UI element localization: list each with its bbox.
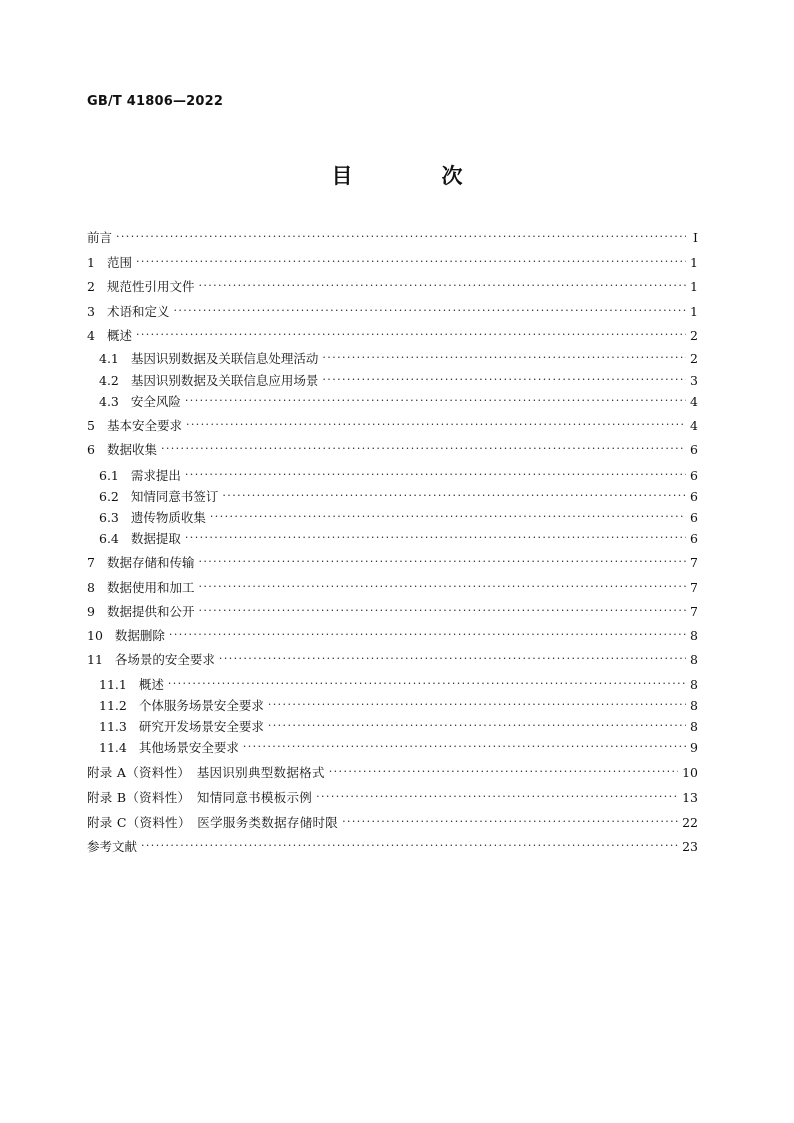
toc-entry[interactable] [99, 370, 698, 390]
toc-entry[interactable] [87, 552, 698, 572]
toc-entry-number: 3 [87, 303, 95, 319]
toc-leader-dots [186, 415, 686, 435]
toc-entry-number: 4.3 [99, 393, 119, 409]
toc-entry-page: Ⅰ [693, 229, 698, 245]
toc-entry-page: 23 [682, 838, 698, 854]
toc-entry-title: 个体服务场景安全要求 [138, 698, 264, 713]
toc-entry-number: 4 [87, 327, 95, 343]
toc-entry[interactable] [99, 465, 698, 485]
toc-entry-title: 数据使用和加工 [106, 580, 195, 595]
toc-entry-number: 6.3 [99, 509, 119, 525]
toc-entry-number: 6.4 [99, 530, 119, 546]
toc-leader-dots [268, 716, 686, 736]
toc-leader-dots [173, 301, 686, 321]
toc-entry-page: 1 [690, 278, 698, 294]
toc-entry[interactable] [87, 301, 698, 321]
toc-entry-number: 6.2 [99, 488, 119, 504]
toc-entry-page: 7 [690, 579, 698, 595]
toc-entry[interactable] [87, 276, 698, 296]
standard-code: GB/T 41806—2022 [87, 94, 224, 109]
toc-entry-page: 9 [690, 739, 698, 755]
toc-entry-title: 基本安全要求 [106, 418, 182, 433]
toc-leader-dots [116, 227, 686, 247]
toc-entry-page: 4 [690, 393, 698, 409]
toc-entry[interactable] [99, 737, 698, 757]
toc-entry-title: 安全风险 [130, 394, 181, 409]
toc-entry[interactable] [99, 528, 698, 548]
toc-entry-number: 1 [87, 254, 95, 270]
toc-entry-page: 22 [682, 814, 698, 830]
toc-leader-dots [322, 348, 686, 368]
toc-entry[interactable] [99, 486, 698, 506]
toc-entry-page: 1 [690, 303, 698, 319]
toc-entry-title: 基因识别数据及关联信息处理活动 [130, 351, 319, 366]
toc-entry-number: 11.4 [99, 739, 127, 755]
toc-entry-title: 数据删除 [114, 628, 165, 643]
toc-entry-title: 各场景的安全要求 [114, 652, 215, 667]
toc-entry-number: 6.1 [99, 467, 119, 483]
toc-leader-dots [198, 577, 686, 597]
toc-entry-title: 范围 [106, 255, 132, 270]
page-title: 目 次 [331, 164, 497, 188]
toc-entry[interactable] [99, 695, 698, 715]
toc-entry-page: 6 [690, 467, 698, 483]
toc-entry-page: 8 [690, 651, 698, 667]
toc-entry-number: 11.1 [99, 676, 127, 692]
toc-leader-dots [219, 649, 686, 669]
toc-entry[interactable] [87, 325, 698, 345]
toc-entry[interactable] [87, 227, 698, 247]
toc-entry[interactable] [99, 507, 698, 527]
toc-leader-dots [141, 836, 678, 856]
toc-entry-title: 概述 [106, 328, 132, 343]
toc-leader-dots [210, 507, 686, 527]
toc-entry-title: 数据提供和公开 [106, 604, 195, 619]
toc-entry[interactable] [87, 625, 698, 645]
toc-entry-number: 9 [87, 603, 95, 619]
toc-leader-dots [185, 391, 686, 411]
toc-entry[interactable] [99, 391, 698, 411]
toc-entry-page: 7 [690, 554, 698, 570]
toc-entry[interactable] [87, 577, 698, 597]
toc-entry[interactable] [87, 649, 698, 669]
toc-entry-page: 4 [690, 417, 698, 433]
toc-entry-title: 术语和定义 [106, 304, 170, 319]
toc-leader-dots [222, 486, 686, 506]
toc-entry-title: 基因识别数据及关联信息应用场景 [130, 373, 319, 388]
toc-entry-title: 研究开发场景安全要求 [138, 719, 264, 734]
toc-entry-number: 8 [87, 579, 95, 595]
toc-leader-dots [168, 674, 686, 694]
toc-entry-number: 6 [87, 441, 95, 457]
toc-leader-dots [342, 812, 678, 832]
toc-entry-number: 11 [87, 651, 103, 667]
toc-entry-page: 8 [690, 676, 698, 692]
toc-entry-page: 8 [690, 697, 698, 713]
toc-entry-page: 7 [690, 603, 698, 619]
toc-entry-title: 前言 [87, 230, 113, 245]
toc-entry[interactable] [87, 836, 698, 856]
toc-leader-dots [136, 325, 686, 345]
toc-entry-title: 数据提取 [130, 531, 181, 546]
toc-entry-page: 2 [690, 350, 698, 366]
toc-leader-dots [198, 552, 686, 572]
toc-entry-number: 2 [87, 278, 95, 294]
toc-entry-title: 其他场景安全要求 [138, 740, 239, 755]
toc-entry[interactable] [99, 716, 698, 736]
toc-leader-dots [243, 737, 686, 757]
toc-entry-title: 附录 C（资料性） 医学服务类数据存储时限 [87, 815, 339, 830]
toc-leader-dots [185, 528, 686, 548]
toc-entry-page: 13 [682, 789, 698, 805]
toc-entry-number: 5 [87, 417, 95, 433]
toc-entry-page: 3 [690, 372, 698, 388]
toc-leader-dots [198, 601, 686, 621]
toc-entry-title: 需求提出 [130, 468, 181, 483]
toc-entry-page: 2 [690, 327, 698, 343]
toc-entry-title: 遗传物质收集 [130, 510, 206, 525]
toc-leader-dots [322, 370, 686, 390]
toc-entry-title: 知情同意书签订 [130, 489, 219, 504]
toc-entry-title: 附录 B（资料性） 知情同意书模板示例 [87, 790, 313, 805]
toc-leader-dots [316, 787, 678, 807]
toc-entry-page: 6 [690, 509, 698, 525]
toc-entry-page: 8 [690, 627, 698, 643]
toc-leader-dots [169, 625, 686, 645]
toc-entry-page: 6 [690, 530, 698, 546]
toc-leader-dots [185, 465, 686, 485]
toc-entry-page: 1 [690, 254, 698, 270]
toc-entry-page: 8 [690, 718, 698, 734]
toc-entry-number: 7 [87, 554, 95, 570]
toc-leader-dots [198, 276, 686, 296]
toc-leader-dots [329, 762, 678, 782]
toc-leader-dots [161, 439, 686, 459]
toc-leader-dots [268, 695, 686, 715]
toc-entry[interactable] [87, 812, 698, 832]
toc-entry[interactable] [99, 348, 698, 368]
toc-entry-title: 规范性引用文件 [106, 279, 195, 294]
toc-entry-number: 11.3 [99, 718, 127, 734]
toc-entry-title: 数据收集 [106, 442, 157, 457]
toc-entry-number: 4.2 [99, 372, 119, 388]
toc-entry-page: 10 [682, 764, 698, 780]
toc-entry-page: 6 [690, 441, 698, 457]
toc-entry-number: 11.2 [99, 697, 127, 713]
toc-entry[interactable] [87, 439, 698, 459]
toc-entry-title: 概述 [138, 677, 164, 692]
toc-entry-number: 10 [87, 627, 103, 643]
toc-entry[interactable] [87, 252, 698, 272]
toc-entry-page: 6 [690, 488, 698, 504]
toc-entry-number: 4.1 [99, 350, 119, 366]
toc-entry-title: 参考文献 [87, 839, 138, 854]
toc-entry[interactable] [87, 787, 698, 807]
toc-entry-title: 数据存储和传输 [106, 555, 195, 570]
toc-entry[interactable] [87, 415, 698, 435]
toc-entry-title: 附录 A（资料性） 基因识别典型数据格式 [87, 765, 325, 780]
toc-entry[interactable] [87, 601, 698, 621]
toc-entry[interactable] [99, 674, 698, 694]
toc-leader-dots [136, 252, 686, 272]
toc-entry[interactable] [87, 762, 698, 782]
